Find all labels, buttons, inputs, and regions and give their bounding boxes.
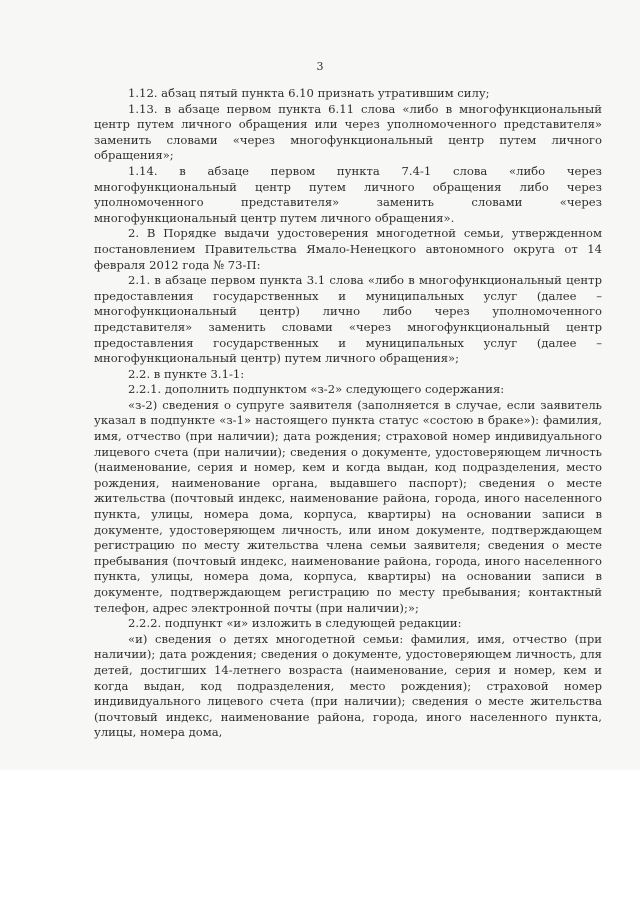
- paragraph-z-2: «з-2) сведения о супруге заявителя (заполняется в случае, если заявитель указал в подпункте «з-1» настоящего пункта статус «состою в браке»): фамилия, имя, отчество (при наличии); дата рождения; страховой номер индивидуального лицевого счета (при наличии); сведения о документе, удостоверяющем личность (наименование, серия и номер, кем и когда выдан, код подразделения, место рождения, наименование органа, выдавшего паспорт); сведения о месте жительства (почтовый индекс, наименование района, города, иного населенного пункта, улицы, номера дома, корпуса, квартиры) на основании записи в документе, удостоверяющем личность, или ином документе, подтверждающем регистрацию по месту жительства члена семьи заявителя; сведения о месте пребывания (почтовый индекс, наименование района, города, иного населенного пункта, улицы, номера дома, корпуса, квартиры) на основании записи в документе, подтверждающем регистрацию по месту пребывания; контактный телефон, адрес электронной почты (при наличии);»;: [94, 397, 602, 615]
- paragraph-2-2-2: 2.2.2. подпункт «и» изложить в следующей редакции:: [128, 616, 462, 631]
- paragraph-2-1: 2.1. в абзаце первом пункта 3.1 слова «либо в многофункциональный центр предоставления государственных и муниципальных услуг (далее – многофункциональный центр) лично либо через уполномоченного представителя» заменить словами «через многофункциональный центр предоставления государственных и муниципальных услуг (далее – многофункциональный центр) путем личного обращения»;: [94, 273, 602, 366]
- paragraph-1-13: 1.13. в абзаце первом пункта 6.11 слова «либо в многофункциональный центр путем личного обращения или через уполномоченного представителя» заменить словами «через многофункциональный центр путем личного обращения»;: [94, 101, 602, 163]
- paragraph-i: «и) сведения о детях многодетной семьи: фамилия, имя, отчество (при наличии); дата рождения; сведения о документе, удостоверяющем личность, для детей, достигших 14-летнего возраста (наименование, серия и номер, кем и когда выдан, код подразделения, место рождения); страховой номер индивидуального лицевого счета (при наличии); сведения о месте жительства (почтовый индекс, наименование района, города, иного населенного пункта, улицы, номера дома,: [94, 631, 602, 740]
- paragraph-2: 2. В Порядке выдачи удостоверения многодетной семьи, утвержденном постановлением Правительства Ямало-Ненецкого автономного округа от 14 февраля 2012 года № 73-П:: [94, 226, 602, 272]
- paragraph-1-14: 1.14. в абзаце первом пункта 7.4-1 слова «либо через многофункциональный центр путем личного обращения либо через уполномоченного представителя» заменить словами «через многофункциональный центр путем личного обращения».: [94, 163, 602, 225]
- document-body: [94, 86, 602, 741]
- paragraph-1-12: 1.12. абзац пятый пункта 6.10 признать утратившим силу;: [128, 86, 490, 100]
- paragraph-2-2: 2.2. в пункте 3.1-1:: [128, 366, 245, 381]
- paragraph-2-2-1: 2.2.1. дополнить подпунктом «з-2» следующего содержания:: [128, 382, 505, 397]
- blank-area: [0, 770, 640, 905]
- page-number: 3: [316, 60, 324, 73]
